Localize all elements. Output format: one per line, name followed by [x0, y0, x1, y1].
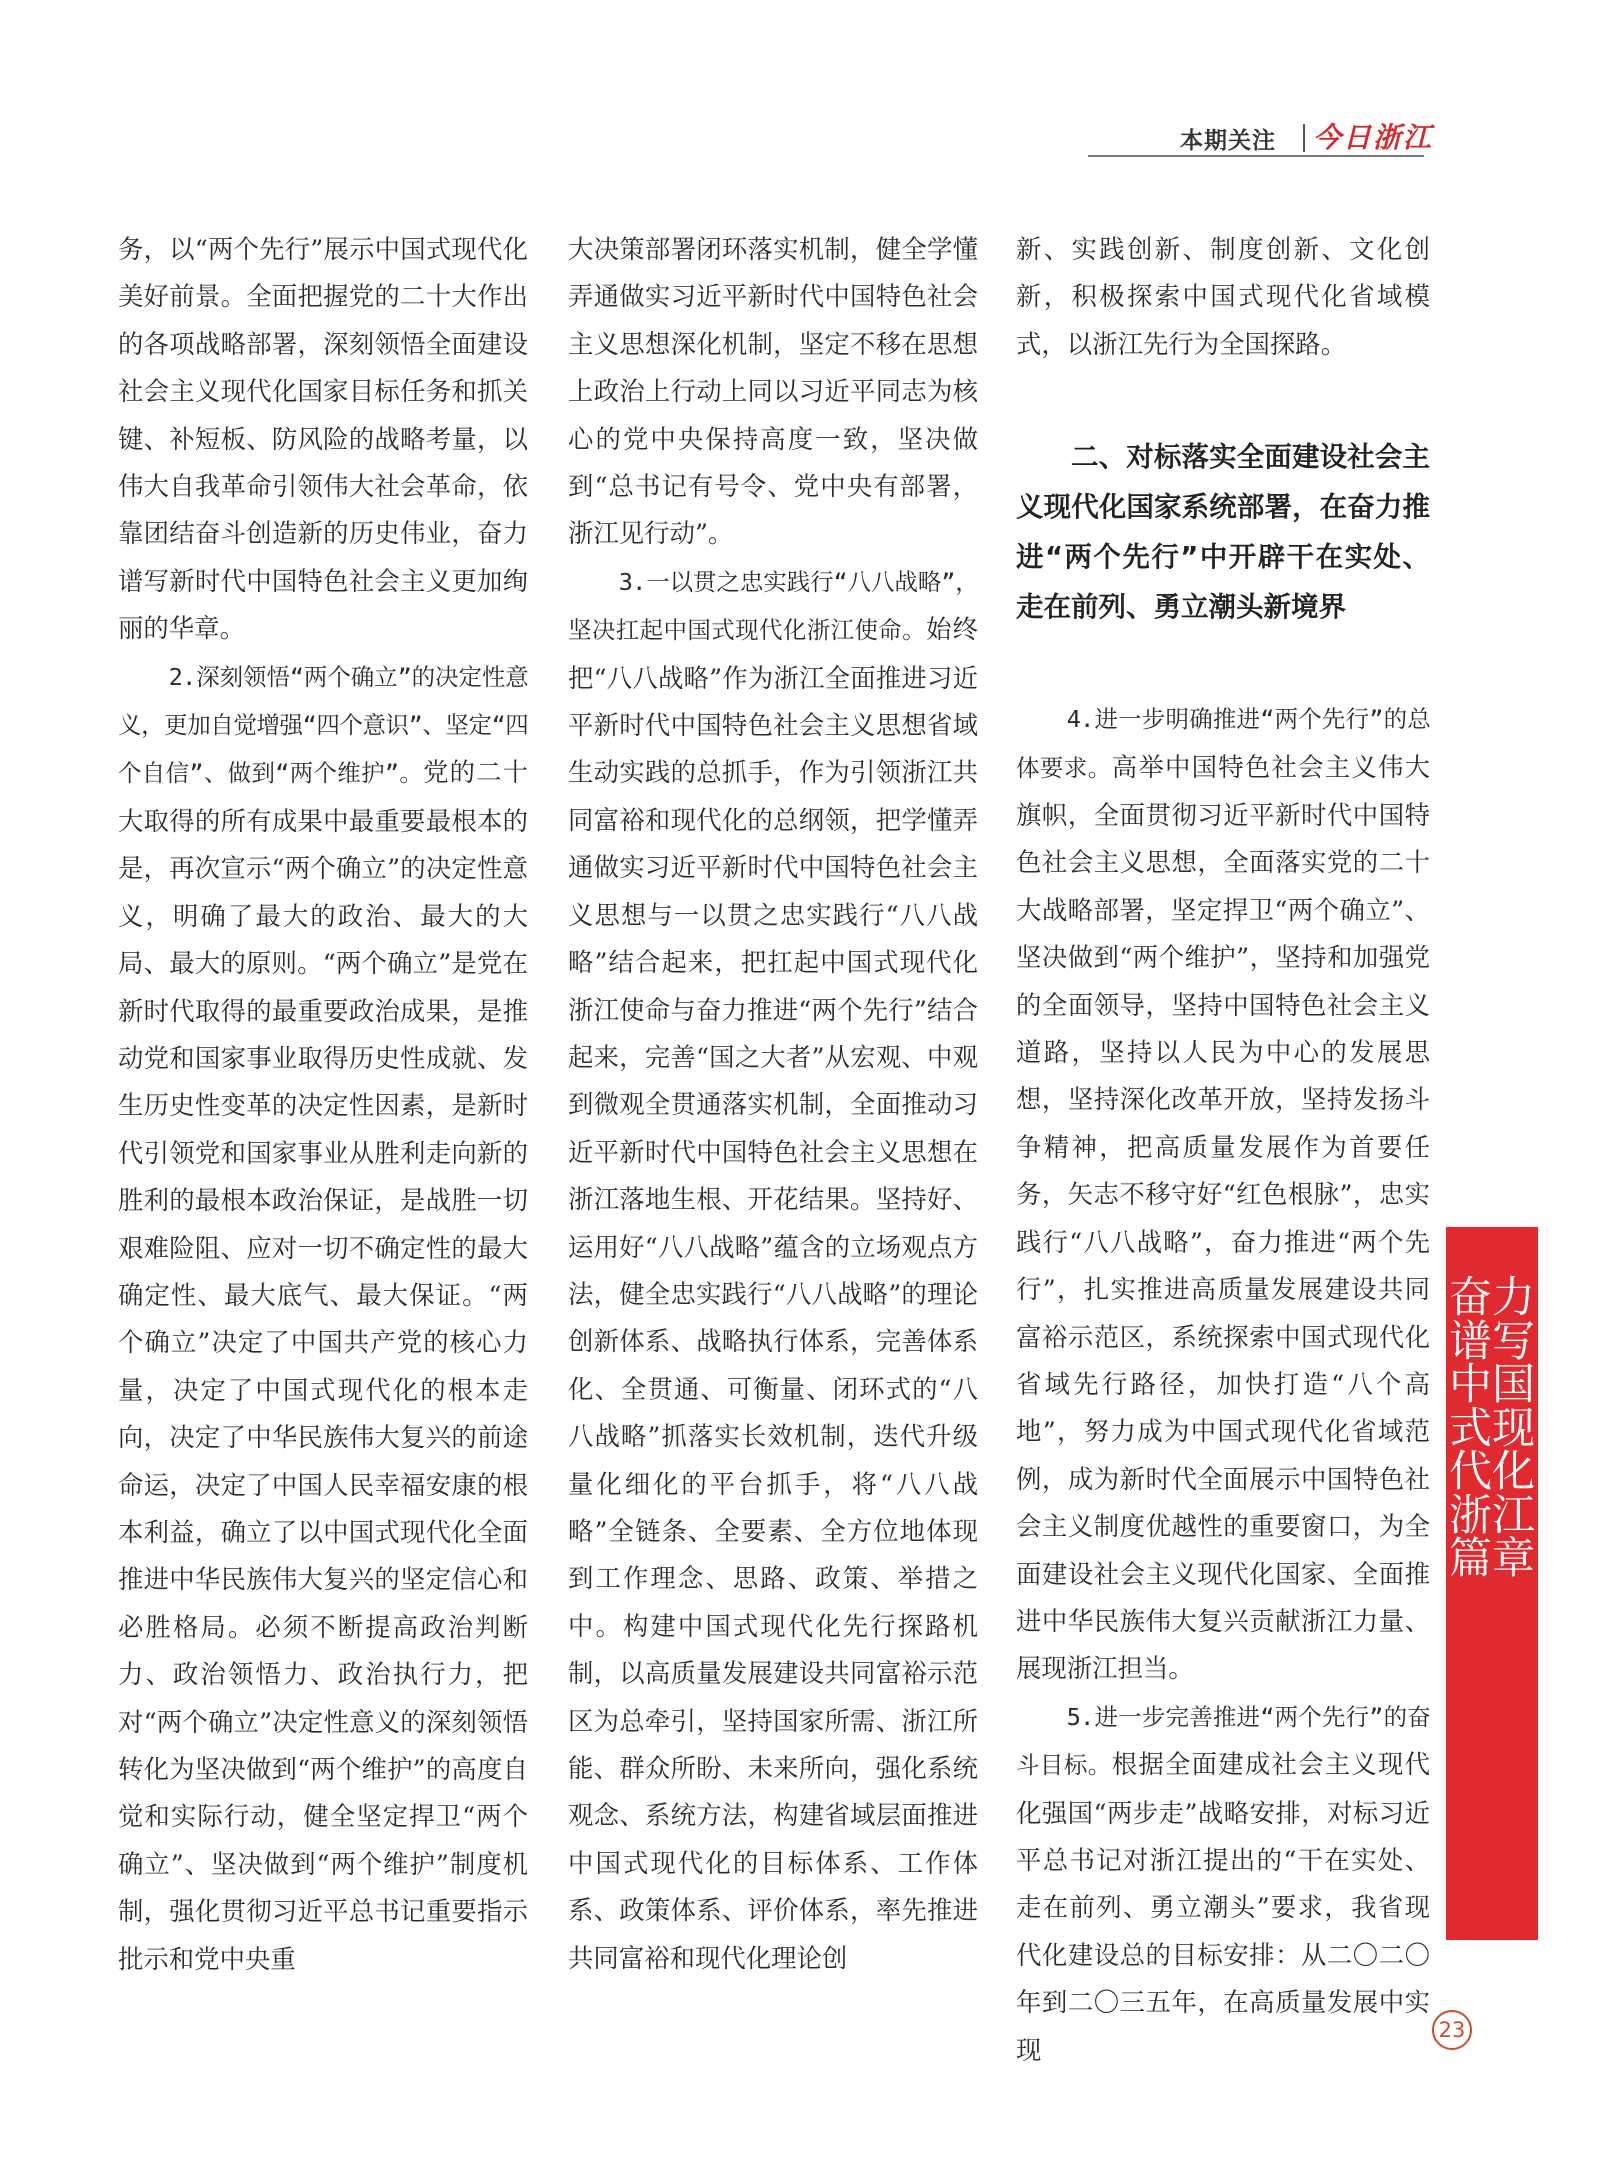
paragraph-lead: 3.一以贯之忠实践行“八八战略”，坚决扛起中国式现代化浙江使命。: [568, 567, 978, 645]
paragraph-lead: 2.深刻领悟“两个确立”的决定性意义，更加自觉增强“四个意识”、坚定“四个自信”、做到“两个维护”。: [118, 662, 528, 788]
column-3: [1016, 226, 1430, 2074]
paragraph-body: 党的二十大取得的所有成果中最重要最根本的是，再次宣示“两个确立”的决定性意义，明确了最大的政治、最大的大局、最大的原则。“两个确立”是党在新时代取得的最重要政治成果，是推动党和国家事业取得历史性成就、发生历史性变革的决定性因素，是新时代引领党和国家事业从胜利走向新的胜利的最根本政治保证，是战胜一切艰难险阻、应对一切不确定性的最大确定性、最大底气、最大保证。“两个确立”决定了中国共产党的核心力量，决定了中国式现代化的根本走向，决定了中华民族伟大复兴的前途命运，决定了中国人民幸福安康的根本利益，确立了以中国式现代化全面推进中华民族伟大复兴的坚定信心和必胜格局。必须不断提高政治判断力、政治领悟力、政治执行力，把对“两个确立”决定性意义的深刻领悟转化为坚决做到“两个维护”的高度自觉和实际行动，健全坚定捍卫“两个确立”、坚决做到“两个维护”制度机制，强化贯彻习近平总书记重要指示批示和党中央重: [118, 757, 529, 1974]
header-divider: [1303, 124, 1305, 152]
page-number: 23: [1432, 2010, 1472, 2050]
paragraph-lead: 5.进一步完善推进“两个先行”的奋斗目标。: [1016, 1702, 1430, 1780]
paragraph: 务，以“两个先行”展示中国式现代化美好前景。全面把握党的二十大作出的各项战略部署，深刻领悟全面建设社会主义现代化国家目标任务和抓关键、补短板、防风险的战略考量，以伟大自我革命引领伟大社会革命，依靠团结奋斗创造新的历史伟业，奋力谱写新时代中国特色社会主义更加绚丽的华章。: [118, 234, 528, 644]
paragraph: 新、实践创新、制度创新、文化创新，积极探索中国式现代化省域模式，以浙江先行为全国探路。: [1016, 234, 1430, 359]
paragraph-body: 始终把“八八战略”作为浙江全面推进习近平新时代中国特色社会主义思想省域生动实践的总抓手，作为引领浙江共同富裕和现代化的总纲领，把学懂弄通做实习近平新时代中国特色社会主义思想与一以贯之忠实践行“八八战略”结合起来，把扛起中国式现代化浙江使命与奋力推进“两个先行”结合起来，完善“国之大者”从宏观、中观到微观全贯通落实机制，全面推动习近平新时代中国特色社会主义思想在浙江落地生根、开花结果。坚持好、运用好“八八战略”蕴含的立场观点方法，健全忠实践行“八八战略”的理论创新体系、战略执行体系，完善体系化、全贯通、可衡量、闭环式的“八八战略”抓落实长效机制，迭代升级量化细化的平台抓手，将“八八战略”全链条、全要素、全方位地体现到工作理念、思路、政策、举措之中。构建中国式现代化先行探路机制，以高质量发展建设共同富裕示范区为总牵引，坚持国家所需、浙江所能、群众所盼、未来所向，强化系统观念、系统方法，构建省域层面推进中国式现代化的目标体系、工作体系、政策体系、评价体系，率先推进共同富裕和现代化理论创: [568, 614, 979, 1973]
paragraph: [568, 558, 978, 1982]
column-2: [568, 226, 978, 1982]
section-heading: 二、对标落实全面建设社会主义现代化国家系统部署，在奋力推进“两个先行”中开辟干在实处、走在前列、勇立潮头新境界: [1016, 441, 1430, 624]
paragraph: [1016, 1693, 1430, 2074]
paragraph: [1016, 695, 1430, 1693]
paragraph: [118, 653, 528, 1983]
side-banner-text: 奋力谱写中国式现代化浙江篇章: [1449, 1273, 1535, 1584]
column-1: [118, 226, 528, 1983]
side-banner: [1446, 1227, 1538, 1940]
magazine-logo: 今日浙江: [1313, 121, 1434, 154]
paragraph-body: 高举中国特色社会主义伟大旗帜，全面贯彻习近平新时代中国特色社会主义思想，全面落实党的二十大战略部署，坚定捍卫“两个确立”、坚决做到“两个维护”，坚持和加强党的全面领导，坚持中国特色社会主义道路，坚持以人民为中心的发展思想，坚持深化改革开放，坚持发扬斗争精神，把高质量发展作为首要任务，矢志不移守好“红色根脉”，忠实践行“八八战略”，奋力推进“两个先行”，扎实推进高质量发展建设共同富裕示范区，系统探索中国式现代化省域先行路径，加快打造“八个高地”，努力成为中国式现代化省域范例，成为新时代全面展示中国特色社会主义制度优越性的重要窗口，为全面建设社会主义现代化国家、全面推进中华民族伟大复兴贡献浙江力量、展现浙江担当。: [1016, 751, 1430, 1684]
paragraph-lead: 4.进一步明确推进“两个先行”的总体要求。: [1016, 705, 1430, 782]
section-label: 本期关注: [1180, 128, 1276, 154]
header-rule: [1088, 155, 1424, 157]
paragraph-body: 根据全面建成社会主义现代化强国“两步走”战略安排，对标习近平总书记对浙江提出的“干在实处、走在前列、勇立潮头”要求，我省现代化建设总的目标安排：从二〇二〇年到二〇三五年，在高质量发展中实现: [1016, 1749, 1430, 2065]
paragraph: 大决策部署闭环落实机制，健全学懂弄通做实习近平新时代中国特色社会主义思想深化机制，坚定不移在思想上政治上行动上同以习近平同志为核心的党中央保持高度一致，坚决做到“总书记有号令、党中央有部署，浙江见行动”。: [568, 234, 978, 549]
